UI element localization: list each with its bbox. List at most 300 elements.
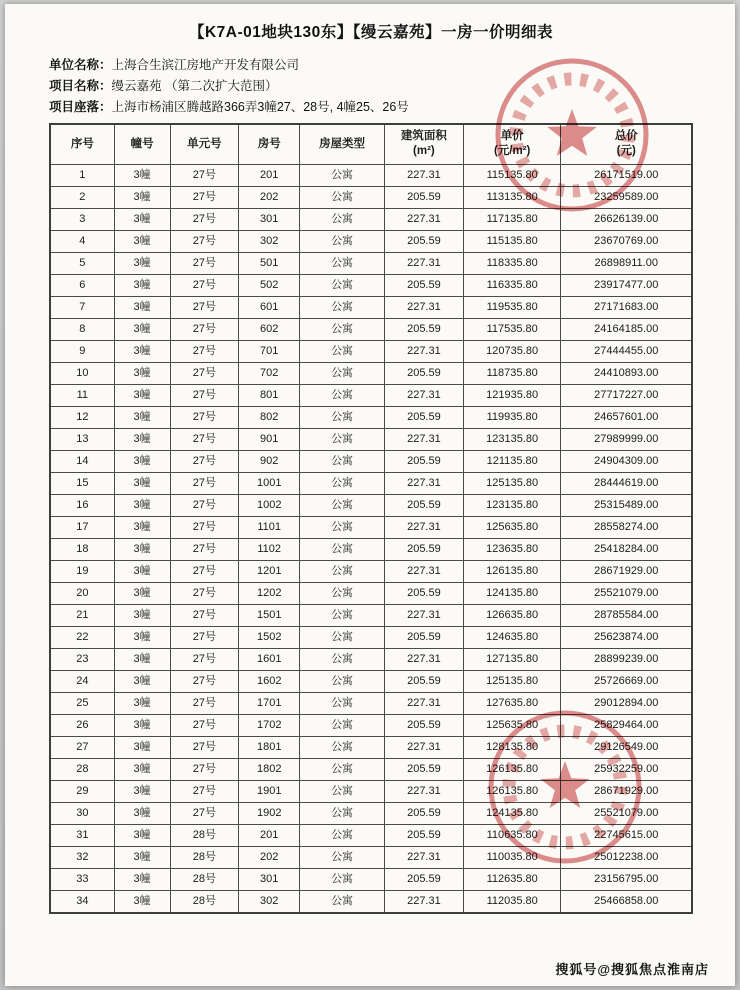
table-cell: 27号 (170, 318, 239, 340)
table-cell: 27989999.00 (561, 428, 692, 450)
table-row (50, 362, 692, 384)
table-cell: 205.59 (384, 318, 463, 340)
table-cell: 公寓 (300, 362, 385, 384)
table-cell: 127135.80 (463, 648, 561, 670)
table-cell: 1901 (239, 780, 300, 802)
table-cell: 1001 (239, 472, 300, 494)
table-cell: 3幢 (114, 208, 170, 230)
table-cell: 公寓 (300, 318, 385, 340)
table-cell: 28899239.00 (561, 648, 692, 670)
table-cell: 27号 (170, 714, 239, 736)
table-cell: 13 (50, 428, 114, 450)
table-cell: 公寓 (300, 604, 385, 626)
table-row (50, 758, 692, 780)
table-cell: 227.31 (384, 472, 463, 494)
table-row (50, 318, 692, 340)
table-cell: 3幢 (114, 472, 170, 494)
table-cell: 3幢 (114, 560, 170, 582)
table-cell: 3幢 (114, 890, 170, 913)
table-cell: 28558274.00 (561, 516, 692, 538)
column-header: 单元号 (170, 124, 239, 164)
table-cell: 19 (50, 560, 114, 582)
table-cell: 25 (50, 692, 114, 714)
table-cell: 501 (239, 252, 300, 274)
table-cell: 227.31 (384, 692, 463, 714)
table-cell: 公寓 (300, 296, 385, 318)
table-cell: 29012894.00 (561, 692, 692, 714)
table-cell: 121935.80 (463, 384, 561, 406)
table-cell: 公寓 (300, 208, 385, 230)
table-cell: 123135.80 (463, 428, 561, 450)
table-cell: 205.59 (384, 274, 463, 296)
table-cell: 公寓 (300, 406, 385, 428)
table-cell: 27号 (170, 230, 239, 252)
column-header: 总价 (元) (561, 124, 692, 164)
table-cell: 1501 (239, 604, 300, 626)
table-cell: 27号 (170, 384, 239, 406)
column-header: 序号 (50, 124, 114, 164)
table-row (50, 472, 692, 494)
table-cell: 公寓 (300, 450, 385, 472)
table-cell: 1202 (239, 582, 300, 604)
info-value: 上海合生滨江房地产开发有限公司 (111, 58, 300, 72)
table-cell: 27号 (170, 406, 239, 428)
table-row (50, 516, 692, 538)
table-cell: 公寓 (300, 494, 385, 516)
table-cell: 28号 (170, 868, 239, 890)
table-cell: 17 (50, 516, 114, 538)
table-cell: 12 (50, 406, 114, 428)
table-cell: 公寓 (300, 274, 385, 296)
table-cell: 502 (239, 274, 300, 296)
table-cell: 27号 (170, 164, 239, 186)
table-cell: 公寓 (300, 538, 385, 560)
table-cell: 11 (50, 384, 114, 406)
table-cell: 3幢 (114, 406, 170, 428)
table-row (50, 208, 692, 230)
table-cell: 3幢 (114, 296, 170, 318)
table-cell: 28444619.00 (561, 472, 692, 494)
table-cell: 公寓 (300, 164, 385, 186)
table-cell: 公寓 (300, 340, 385, 362)
price-table (49, 123, 693, 914)
table-cell: 227.31 (384, 846, 463, 868)
table-cell: 公寓 (300, 692, 385, 714)
table-cell: 27号 (170, 604, 239, 626)
table-cell: 25418284.00 (561, 538, 692, 560)
table-cell: 1102 (239, 538, 300, 560)
table-cell: 901 (239, 428, 300, 450)
table-cell: 23 (50, 648, 114, 670)
table-cell: 27号 (170, 538, 239, 560)
watermark-text: 搜狐号@搜狐焦点淮南店 (555, 962, 709, 977)
table-cell: 27号 (170, 670, 239, 692)
table-cell: 10 (50, 362, 114, 384)
table-row (50, 890, 692, 913)
table-cell: 公寓 (300, 758, 385, 780)
table-cell: 801 (239, 384, 300, 406)
table-cell: 116335.80 (463, 274, 561, 296)
table-cell: 公寓 (300, 714, 385, 736)
table-cell: 112635.80 (463, 868, 561, 890)
table-cell: 公寓 (300, 560, 385, 582)
table-cell: 3幢 (114, 428, 170, 450)
table-row (50, 604, 692, 626)
table-cell: 公寓 (300, 802, 385, 824)
table-cell: 227.31 (384, 516, 463, 538)
table-cell: 公寓 (300, 472, 385, 494)
table-cell: 26898911.00 (561, 252, 692, 274)
table-cell: 3幢 (114, 846, 170, 868)
table-cell: 27 (50, 736, 114, 758)
table-cell: 27号 (170, 780, 239, 802)
table-cell: 205.59 (384, 802, 463, 824)
table-cell: 14 (50, 450, 114, 472)
table-cell: 602 (239, 318, 300, 340)
table-cell: 公寓 (300, 846, 385, 868)
table-row (50, 648, 692, 670)
table-cell: 27号 (170, 758, 239, 780)
table-cell: 125635.80 (463, 516, 561, 538)
table-row (50, 868, 692, 890)
column-header: 幢号 (114, 124, 170, 164)
table-cell: 24904309.00 (561, 450, 692, 472)
table-cell: 3幢 (114, 318, 170, 340)
table-cell: 25521079.00 (561, 802, 692, 824)
table-cell: 1801 (239, 736, 300, 758)
table-cell: 227.31 (384, 560, 463, 582)
table-cell: 125635.80 (463, 714, 561, 736)
table-cell: 26171519.00 (561, 164, 692, 186)
table-cell: 27号 (170, 582, 239, 604)
table-cell: 128135.80 (463, 736, 561, 758)
table-cell: 3幢 (114, 824, 170, 846)
table-cell: 125135.80 (463, 472, 561, 494)
table-cell: 205.59 (384, 670, 463, 692)
table-cell: 301 (239, 868, 300, 890)
table-cell: 公寓 (300, 890, 385, 913)
table-cell: 601 (239, 296, 300, 318)
info-row (49, 76, 693, 97)
table-cell: 公寓 (300, 670, 385, 692)
table-cell: 34 (50, 890, 114, 913)
table-cell: 25623874.00 (561, 626, 692, 648)
table-cell: 124135.80 (463, 582, 561, 604)
table-cell: 3幢 (114, 736, 170, 758)
table-cell: 29126549.00 (561, 736, 692, 758)
table-row (50, 582, 692, 604)
table-cell: 27号 (170, 692, 239, 714)
table-cell: 227.31 (384, 604, 463, 626)
table-cell: 27号 (170, 450, 239, 472)
table-row (50, 450, 692, 472)
table-cell: 227.31 (384, 428, 463, 450)
table-cell: 3幢 (114, 692, 170, 714)
table-cell: 27号 (170, 274, 239, 296)
table-cell: 110035.80 (463, 846, 561, 868)
table-cell: 120735.80 (463, 340, 561, 362)
table-cell: 118735.80 (463, 362, 561, 384)
table-cell: 126135.80 (463, 758, 561, 780)
table-row (50, 824, 692, 846)
table-cell: 27号 (170, 626, 239, 648)
table-cell: 27号 (170, 472, 239, 494)
table-row (50, 538, 692, 560)
table-cell: 227.31 (384, 648, 463, 670)
column-header: 建筑面积 (m²) (384, 124, 463, 164)
table-cell: 1502 (239, 626, 300, 648)
table-cell: 121135.80 (463, 450, 561, 472)
table-cell: 25466858.00 (561, 890, 692, 913)
table-cell: 110635.80 (463, 824, 561, 846)
table-cell: 27号 (170, 428, 239, 450)
table-cell: 27号 (170, 736, 239, 758)
table-cell: 301 (239, 208, 300, 230)
table-cell: 29 (50, 780, 114, 802)
table-cell: 201 (239, 824, 300, 846)
table-cell: 27号 (170, 648, 239, 670)
table-cell: 113135.80 (463, 186, 561, 208)
table-cell: 3幢 (114, 494, 170, 516)
table-cell: 119535.80 (463, 296, 561, 318)
table-row (50, 560, 692, 582)
table-cell: 公寓 (300, 626, 385, 648)
table-cell: 公寓 (300, 824, 385, 846)
table-cell: 205.59 (384, 626, 463, 648)
table-row (50, 340, 692, 362)
table-cell: 1101 (239, 516, 300, 538)
table-cell: 205.59 (384, 450, 463, 472)
table-row (50, 252, 692, 274)
table-cell: 227.31 (384, 890, 463, 913)
table-cell: 25521079.00 (561, 582, 692, 604)
table-cell: 27号 (170, 186, 239, 208)
table-cell: 3幢 (114, 802, 170, 824)
table-row (50, 164, 692, 186)
table-cell: 3 (50, 208, 114, 230)
info-row (49, 55, 693, 76)
info-label: 项目名称： (49, 79, 112, 93)
table-cell: 701 (239, 340, 300, 362)
table-cell: 22745615.00 (561, 824, 692, 846)
table-cell: 26 (50, 714, 114, 736)
table-cell: 202 (239, 186, 300, 208)
info-label: 项目座落： (49, 100, 112, 114)
table-cell: 3幢 (114, 230, 170, 252)
table-cell: 27444455.00 (561, 340, 692, 362)
table-cell: 28号 (170, 846, 239, 868)
table-cell: 3幢 (114, 780, 170, 802)
table-cell: 126135.80 (463, 780, 561, 802)
table-cell: 126135.80 (463, 560, 561, 582)
table-row (50, 714, 692, 736)
table-cell: 公寓 (300, 648, 385, 670)
table-row (50, 780, 692, 802)
table-row (50, 384, 692, 406)
table-cell: 117535.80 (463, 318, 561, 340)
table-cell: 205.59 (384, 538, 463, 560)
table-row (50, 494, 692, 516)
table-cell: 32 (50, 846, 114, 868)
info-row (49, 97, 693, 118)
table-cell: 27号 (170, 560, 239, 582)
column-header: 房屋类型 (300, 124, 385, 164)
table-cell: 3幢 (114, 758, 170, 780)
table-cell: 27171683.00 (561, 296, 692, 318)
table-cell: 115135.80 (463, 164, 561, 186)
table-header-row (50, 124, 692, 164)
document-paper (5, 4, 735, 986)
table-cell: 25932259.00 (561, 758, 692, 780)
table-cell: 27号 (170, 340, 239, 362)
table-cell: 205.59 (384, 186, 463, 208)
table-row (50, 846, 692, 868)
table-cell: 28号 (170, 824, 239, 846)
table-cell: 公寓 (300, 186, 385, 208)
table-cell: 24657601.00 (561, 406, 692, 428)
table-cell: 3幢 (114, 164, 170, 186)
table-cell: 26626139.00 (561, 208, 692, 230)
table-cell: 16 (50, 494, 114, 516)
table-cell: 1602 (239, 670, 300, 692)
table-cell: 123135.80 (463, 494, 561, 516)
table-cell: 22 (50, 626, 114, 648)
table-cell: 3幢 (114, 626, 170, 648)
table-cell: 302 (239, 230, 300, 252)
table-cell: 公寓 (300, 582, 385, 604)
table-cell: 公寓 (300, 516, 385, 538)
table-cell: 1902 (239, 802, 300, 824)
table-row (50, 670, 692, 692)
table-cell: 25315489.00 (561, 494, 692, 516)
table-cell: 119935.80 (463, 406, 561, 428)
table-cell: 3幢 (114, 868, 170, 890)
table-row (50, 186, 692, 208)
table-cell: 31 (50, 824, 114, 846)
table-cell: 227.31 (384, 340, 463, 362)
column-header: 单价 (元/m²) (463, 124, 561, 164)
info-block (49, 55, 693, 118)
table-cell: 1002 (239, 494, 300, 516)
page-title: 【K7A-01地块130东】【缦云嘉苑】一房一价明细表 (188, 24, 554, 41)
table-cell: 205.59 (384, 868, 463, 890)
table-cell: 3幢 (114, 186, 170, 208)
table-cell: 28 (50, 758, 114, 780)
table-cell: 123635.80 (463, 538, 561, 560)
table-cell: 27717227.00 (561, 384, 692, 406)
table-cell: 205.59 (384, 714, 463, 736)
table-cell: 802 (239, 406, 300, 428)
table-cell: 25829464.00 (561, 714, 692, 736)
table-cell: 126635.80 (463, 604, 561, 626)
table-cell: 118335.80 (463, 252, 561, 274)
table-cell: 20 (50, 582, 114, 604)
table-cell: 127635.80 (463, 692, 561, 714)
table-row (50, 274, 692, 296)
table-cell: 227.31 (384, 208, 463, 230)
table-cell: 23917477.00 (561, 274, 692, 296)
table-row (50, 406, 692, 428)
table-cell: 8 (50, 318, 114, 340)
table-cell: 24 (50, 670, 114, 692)
table-cell: 6 (50, 274, 114, 296)
table-cell: 28号 (170, 890, 239, 913)
table-row (50, 296, 692, 318)
table-cell: 27号 (170, 362, 239, 384)
table-cell: 1702 (239, 714, 300, 736)
table-cell: 125135.80 (463, 670, 561, 692)
table-cell: 3幢 (114, 582, 170, 604)
table-cell: 5 (50, 252, 114, 274)
info-value: 缦云嘉苑 （第二次扩大范围） (111, 79, 278, 93)
table-cell: 30 (50, 802, 114, 824)
table-cell: 205.59 (384, 582, 463, 604)
table-cell: 3幢 (114, 538, 170, 560)
table-row (50, 626, 692, 648)
table-cell: 27号 (170, 252, 239, 274)
table-cell: 公寓 (300, 428, 385, 450)
table-cell: 28671929.00 (561, 780, 692, 802)
table-cell: 27号 (170, 516, 239, 538)
table-cell: 28671929.00 (561, 560, 692, 582)
table-cell: 18 (50, 538, 114, 560)
table-cell: 227.31 (384, 296, 463, 318)
table-cell: 21 (50, 604, 114, 626)
table-cell: 3幢 (114, 362, 170, 384)
table-cell: 公寓 (300, 868, 385, 890)
table-cell: 2 (50, 186, 114, 208)
table-cell: 3幢 (114, 274, 170, 296)
table-cell: 1601 (239, 648, 300, 670)
table-cell: 4 (50, 230, 114, 252)
table-cell: 115135.80 (463, 230, 561, 252)
table-cell: 302 (239, 890, 300, 913)
table-body (50, 164, 692, 913)
table-cell: 25726669.00 (561, 670, 692, 692)
table-cell: 702 (239, 362, 300, 384)
table-cell: 15 (50, 472, 114, 494)
table-cell: 1802 (239, 758, 300, 780)
table-cell: 27号 (170, 802, 239, 824)
table-cell: 23670769.00 (561, 230, 692, 252)
info-value: 上海市杨浦区腾越路366弄3幢27、28号, 4幢25、26号 (111, 100, 409, 114)
table-cell: 117135.80 (463, 208, 561, 230)
table-cell: 公寓 (300, 384, 385, 406)
table-cell: 3幢 (114, 604, 170, 626)
table-cell: 205.59 (384, 362, 463, 384)
table-cell: 7 (50, 296, 114, 318)
table-row (50, 428, 692, 450)
table-cell: 3幢 (114, 648, 170, 670)
table-cell: 902 (239, 450, 300, 472)
table-cell: 112035.80 (463, 890, 561, 913)
table-cell: 28785584.00 (561, 604, 692, 626)
column-header: 房号 (239, 124, 300, 164)
table-cell: 227.31 (384, 252, 463, 274)
table-cell: 公寓 (300, 230, 385, 252)
table-cell: 202 (239, 846, 300, 868)
table-cell: 227.31 (384, 736, 463, 758)
table-cell: 3幢 (114, 450, 170, 472)
info-label: 单位名称： (49, 58, 112, 72)
table-cell: 23259589.00 (561, 186, 692, 208)
table-cell: 205.59 (384, 824, 463, 846)
table-row (50, 692, 692, 714)
table-cell: 33 (50, 868, 114, 890)
table-cell: 1201 (239, 560, 300, 582)
table-cell: 25012238.00 (561, 846, 692, 868)
table-cell: 3幢 (114, 384, 170, 406)
